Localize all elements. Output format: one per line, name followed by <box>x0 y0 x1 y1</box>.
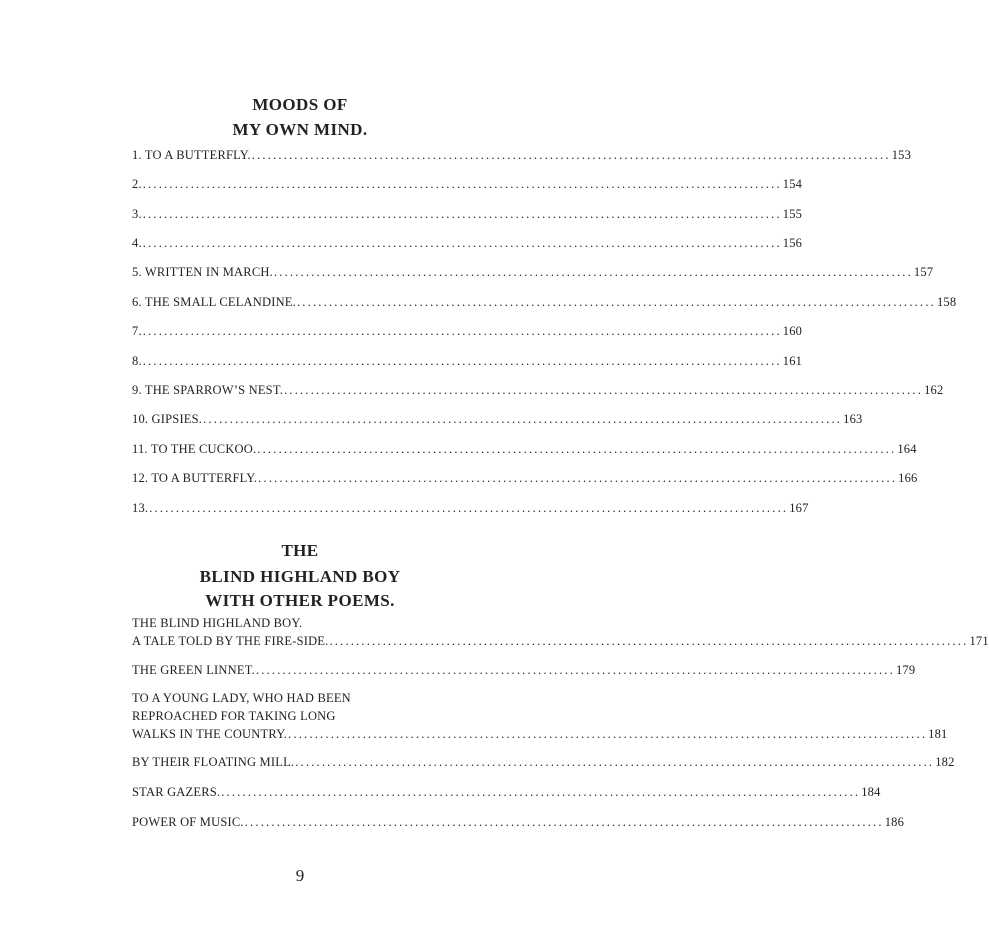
dot-leader: ........................................................................................................................ <box>142 236 782 250</box>
section-title-line: MOODS OF <box>252 95 348 114</box>
toc-entry <box>132 813 905 831</box>
toc-entry-row <box>132 322 803 340</box>
entry-title-line: REPROACHED FOR TAKING LONG <box>132 709 336 723</box>
toc-entry-row <box>132 661 916 679</box>
toc-entry-row <box>132 234 803 252</box>
entry-title: STAR GAZERS. <box>132 785 221 799</box>
dot-leader: ........................................................................................................................ <box>142 177 782 191</box>
dot-leader: ........................................................................................................................ <box>273 265 913 279</box>
section-title-line: BLIND HIGHLAND BOY <box>199 567 401 586</box>
entry-page-number: 160 <box>782 324 803 338</box>
toc-entry <box>132 783 881 801</box>
entry-page-number: 154 <box>782 177 803 191</box>
toc-entry <box>132 146 912 164</box>
entry-title: 11. TO THE CUCKOO. <box>132 442 257 456</box>
toc-entry <box>132 410 863 428</box>
toc-entry-row <box>132 725 948 743</box>
dot-leader: ........................................................................................................................ <box>295 755 935 769</box>
entry-title: 5. WRITTEN IN MARCH. <box>132 265 273 279</box>
entry-title: 8. <box>132 354 142 368</box>
toc-entry-row <box>132 175 803 193</box>
entry-page-number: 157 <box>913 265 934 279</box>
entry-title: 7. <box>132 324 142 338</box>
entry-page-number: 184 <box>861 785 881 799</box>
toc-entry <box>132 469 918 487</box>
toc-entry-row <box>132 783 881 801</box>
entry-title: 2. <box>132 177 142 191</box>
toc-entry-row <box>132 499 809 517</box>
entry-title: POWER OF MUSIC. <box>132 815 244 829</box>
toc-entry <box>132 753 955 771</box>
dot-leader: ........................................................................................................................ <box>284 383 924 397</box>
dot-leader: ........................................................................................................................ <box>329 634 969 648</box>
entry-title: 3. <box>132 207 142 221</box>
toc-entry-row <box>132 352 803 370</box>
dot-leader: ........................................................................................................................ <box>296 295 936 309</box>
toc-entry-row <box>132 146 912 164</box>
dot-leader: ........................................................................................................................ <box>288 727 928 741</box>
entry-title: BY THEIR FLOATING MILL. <box>132 755 295 769</box>
dot-leader: ........................................................................................................................ <box>149 501 789 515</box>
toc-entry <box>132 381 944 399</box>
dot-leader: ........................................................................................................................ <box>251 148 891 162</box>
section-title-line: THE <box>281 541 319 560</box>
toc-entry-row <box>132 753 955 771</box>
toc-entry-row <box>132 293 957 311</box>
entry-title-line: THE BLIND HIGHLAND BOY. <box>132 616 303 630</box>
entry-page-number: 171 <box>969 634 989 648</box>
entry-page-number: 166 <box>898 471 918 485</box>
dot-leader: ........................................................................................................................ <box>221 785 861 799</box>
entry-page-number: 163 <box>843 412 863 426</box>
toc-entry <box>132 352 803 370</box>
entry-title: THE GREEN LINNET. <box>132 663 255 677</box>
toc-entry-row <box>132 632 989 650</box>
toc-entry <box>132 499 809 517</box>
toc-entry <box>132 661 916 679</box>
entry-title: WALKS IN THE COUNTRY. <box>132 727 288 741</box>
toc-entry-row <box>132 440 917 458</box>
dot-leader: ........................................................................................................................ <box>203 412 843 426</box>
entry-title: A TALE TOLD BY THE FIRE-SIDE. <box>132 634 329 648</box>
entry-page-number: 156 <box>782 236 803 250</box>
entry-page-number: 158 <box>936 295 957 309</box>
toc-entry-row <box>132 205 803 223</box>
dot-leader: ........................................................................................................................ <box>257 442 897 456</box>
dot-leader: ........................................................................................................................ <box>255 663 895 677</box>
dot-leader: ........................................................................................................................ <box>142 324 782 338</box>
dot-leader: ........................................................................................................................ <box>142 354 782 368</box>
entry-title: 9. THE SPARROW’S NEST. <box>132 383 284 397</box>
toc-entry <box>132 614 989 650</box>
toc-entry-row <box>132 381 944 399</box>
dot-leader: ........................................................................................................................ <box>142 207 782 221</box>
section-title-line: MY OWN MIND. <box>232 120 368 139</box>
toc-entry <box>132 234 803 252</box>
toc-entry <box>132 175 803 193</box>
entry-page-number: 153 <box>891 148 912 162</box>
entry-page-number: 167 <box>789 501 809 515</box>
toc-entry <box>132 263 934 281</box>
dot-leader: ........................................................................................................................ <box>258 471 898 485</box>
entry-page-number: 182 <box>935 755 955 769</box>
entry-page-number: 161 <box>782 354 803 368</box>
entry-page-number: 186 <box>884 815 905 829</box>
toc-entry-row <box>132 469 918 487</box>
page-number: 9 <box>295 866 305 885</box>
entry-title: 4. <box>132 236 142 250</box>
section-title-line: WITH OTHER POEMS. <box>205 591 395 610</box>
entry-title: 12. TO A BUTTERFLY. <box>132 471 258 485</box>
toc-entry-row <box>132 813 905 831</box>
toc-entry-row <box>132 263 934 281</box>
toc-entry <box>132 205 803 223</box>
toc-entry <box>132 689 948 743</box>
entry-title: 13. <box>132 501 149 515</box>
entry-title-line: TO A YOUNG LADY, WHO HAD BEEN <box>132 691 351 705</box>
entry-page-number: 164 <box>897 442 917 456</box>
entry-page-number: 155 <box>782 207 803 221</box>
entry-page-number: 179 <box>895 663 916 677</box>
toc-entry <box>132 293 957 311</box>
toc-entry <box>132 322 803 340</box>
entry-page-number: 162 <box>924 383 944 397</box>
entry-title: 1. TO A BUTTERFLY. <box>132 148 251 162</box>
entry-title: 6. THE SMALL CELANDINE. <box>132 295 296 309</box>
entry-title: 10. GIPSIES. <box>132 412 203 426</box>
toc-entry <box>132 440 917 458</box>
toc-entry-row <box>132 410 863 428</box>
dot-leader: ........................................................................................................................ <box>244 815 884 829</box>
entry-page-number: 181 <box>928 727 948 741</box>
